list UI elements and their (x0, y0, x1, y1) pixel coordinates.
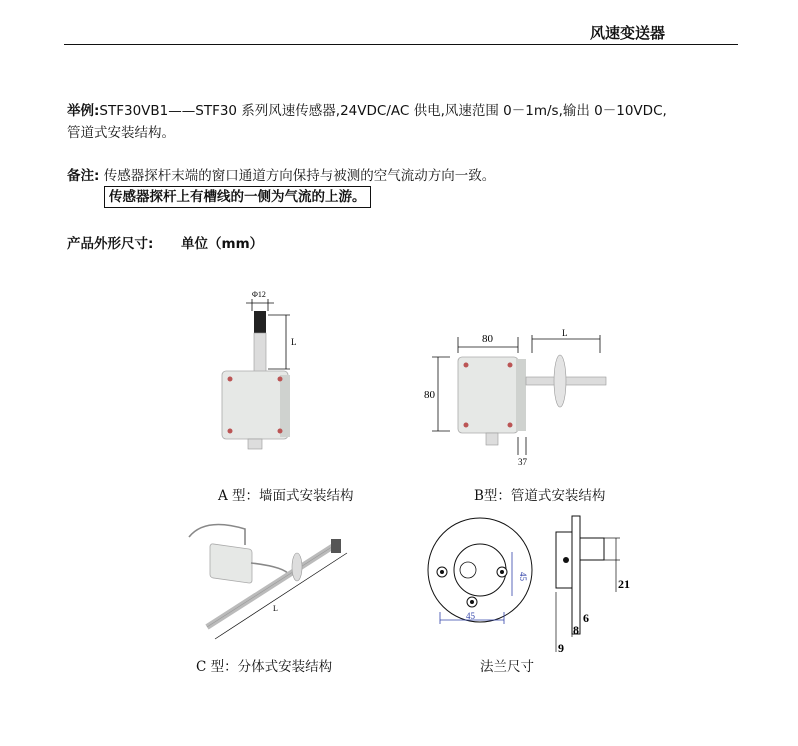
example-line2: 管道式安装结构。 (67, 125, 175, 141)
example-label: 举例: (67, 103, 100, 119)
fig-b-height-label: 80 (424, 389, 435, 401)
fig-c-l-label: L (273, 604, 278, 613)
fig-a-l-label: L (291, 337, 297, 347)
note-text: 传感器探杆末端的窗口通道方向保持与被测的空气流动方向一致。 (103, 168, 496, 184)
flange-21-label: 21 (618, 577, 630, 591)
dimensions-unit: 单位（mm） (181, 236, 264, 252)
page-header-title: 风速变送器 (590, 24, 666, 42)
note-label: 备注: (67, 168, 100, 184)
figure-b-caption: B型：管道式安装结构 (474, 488, 606, 504)
dimensions-title: 产品外形尺寸: (67, 236, 154, 252)
figure-a-caption: A 型：墙面式安装结构 (218, 488, 354, 504)
flange-45-vertical: 45 (518, 572, 528, 581)
flange-9-label: 9 (558, 641, 564, 655)
note-boxed-text: 传感器探杆上有槽线的一侧为气流的上游。 (104, 186, 371, 208)
flange-caption: 法兰尺寸 (480, 659, 534, 675)
example-paragraph (67, 100, 667, 144)
fig-b-37-label: 37 (518, 457, 527, 467)
figure-c-split-mount (185, 515, 355, 640)
fig-b-l-label: L (562, 328, 568, 338)
figure-b-duct-mount (420, 325, 620, 470)
flange-45-horizontal: 45 (466, 611, 475, 621)
fig-b-width-label: 80 (482, 333, 493, 345)
figure-c-caption: C 型：分体式安装结构 (196, 659, 333, 675)
note-paragraph (67, 165, 495, 187)
fig-a-phi-label: Φ12 (252, 290, 266, 299)
example-line1: STF30VB1——STF30 系列风速传感器,24VDC/AC 供电,风速范围 0－1m/s,输出 0－10VDC, (99, 103, 667, 119)
flange-6-label: 6 (583, 611, 589, 625)
flange-8-label: 8 (573, 623, 579, 637)
figure-flange-drawing (420, 512, 640, 657)
figure-a-wall-mount (200, 285, 320, 455)
header-rule (64, 44, 738, 45)
